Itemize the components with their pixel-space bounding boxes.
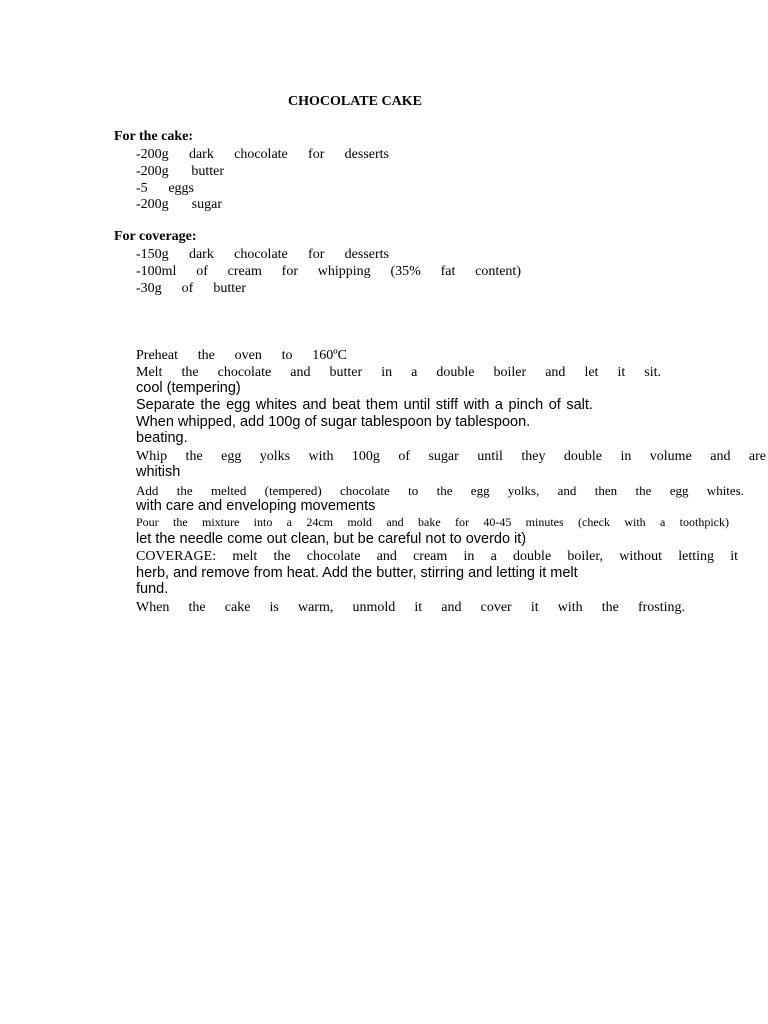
- instruction-line: Whip the egg yolks with 100g of sugar until they double in volume and are: [136, 449, 766, 464]
- instruction-line: Pour the mixture into a 24cm mold and bake for 40-45 minutes (check with a toothpick): [136, 515, 729, 529]
- coverage-ingredients-heading: For coverage:: [114, 229, 197, 244]
- coverage-ingredient-item: -30g of butter: [136, 281, 246, 296]
- instruction-line: beating.: [136, 430, 188, 446]
- instruction-line: herb, and remove from heat. Add the butter, stirring and letting it melt: [136, 565, 578, 581]
- instruction-line: When whipped, add 100g of sugar tablespoon by tablespoon.: [136, 414, 531, 430]
- coverage-ingredient-item: -100ml of cream for whipping (35% fat content): [136, 264, 521, 279]
- instruction-line: COVERAGE: melt the chocolate and cream in a double boiler, without letting it: [136, 549, 738, 564]
- coverage-ingredient-item: -150g dark chocolate for desserts: [136, 247, 389, 262]
- instruction-line: cool (tempering): [136, 380, 241, 396]
- cake-ingredient-item: -5 eggs: [136, 181, 194, 196]
- instruction-line: with care and enveloping movements: [136, 498, 376, 514]
- cake-ingredient-item: -200g butter: [136, 164, 224, 179]
- cake-ingredients-heading: For the cake:: [114, 129, 194, 144]
- instruction-line: Separate the egg whites and beat them until stiff with a pinch of salt.: [136, 397, 593, 413]
- page-title: CHOCOLATE CAKE: [288, 94, 422, 109]
- instruction-line: Add the melted (tempered) chocolate to the egg yolks, and then the egg whites.: [136, 483, 744, 498]
- instruction-line: Preheat the oven to 160ºC: [136, 348, 347, 363]
- cake-ingredient-item: -200g dark chocolate for desserts: [136, 147, 389, 162]
- instruction-line: let the needle come out clean, but be careful not to overdo it): [136, 531, 527, 547]
- instruction-line: Melt the chocolate and butter in a double boiler and let it sit.: [136, 365, 661, 380]
- instruction-line: fund.: [136, 581, 169, 597]
- cake-ingredient-item: -200g sugar: [136, 197, 222, 212]
- instruction-line: whitish: [136, 464, 181, 480]
- instruction-line: When the cake is warm, unmold it and cover it with the frosting.: [136, 600, 685, 615]
